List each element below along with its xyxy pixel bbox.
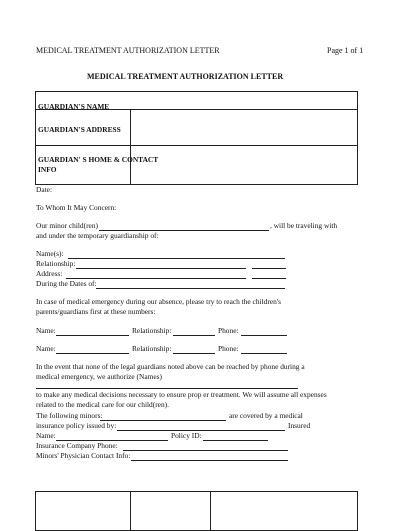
emergency-text-2: parents/guardians first at these numbers:: [36, 307, 156, 316]
physician-contact-label: Minors' Physician Contact Info:: [36, 451, 131, 460]
page-title: MEDICAL TREATMENT AUTHORIZATION LETTER: [87, 72, 284, 81]
guardianship-text: and under the temporary guardianship of:: [36, 231, 159, 240]
parent-1-name-line: [56, 335, 129, 336]
parent-1-phone-label: Phone:: [218, 326, 239, 335]
parent-2-phone-line: [241, 353, 287, 354]
event-text-1: In the event that none of the legal guardians noted above can be reached by phone during a: [36, 362, 305, 371]
insured-name-label: Name:: [36, 431, 56, 440]
insured-label: Insured: [288, 421, 311, 430]
guardian-name-label: GUARDIAN'S NAME: [38, 102, 110, 111]
address-line-2: [252, 278, 286, 279]
authorized-names-line: [36, 388, 298, 389]
parent-1-phone-line: [241, 335, 287, 336]
address-label: Address:: [36, 269, 63, 278]
document-header-title: MEDICAL TREATMENT AUTHORIZATION LETTER: [36, 46, 220, 55]
parent-1-relationship-line: [173, 335, 215, 336]
decisions-text-2: related to the medical care for our child(ren).: [36, 400, 169, 409]
page-number: Page 1 of 1: [327, 46, 364, 55]
dates-label: During the Dates of:: [36, 279, 97, 288]
covered-text: are covered by a medical: [229, 411, 303, 420]
policy-id-line: [203, 440, 268, 441]
parent-2-phone-label: Phone:: [218, 344, 239, 353]
event-text-2: medical emergency, we authorize (Names): [36, 372, 162, 381]
minor-children-label: Our minor child(ren): [36, 221, 98, 230]
insurance-phone-label: Insurance Company Phone:: [36, 441, 118, 450]
parent-2-relationship-line: [173, 353, 215, 354]
insurance-phone-line: [123, 450, 288, 451]
physician-contact-line: [131, 460, 288, 461]
relationship-label: Relationship:: [36, 259, 76, 268]
parent-2-name-line: [56, 353, 129, 354]
relationship-line-2: [252, 268, 286, 269]
names-line: [68, 258, 285, 259]
guardian-contact-label: GUARDIAN' S HOME & CONTACT: [38, 155, 159, 164]
greeting: To Whom It May Concern:: [36, 203, 117, 212]
policy-issued-label: insurance policy issued by:: [36, 421, 117, 430]
following-minors-line: [100, 420, 226, 421]
names-label: Name(s):: [36, 249, 64, 258]
parent-2-relationship-label: Relationship:: [132, 344, 172, 353]
relationship-line: [76, 268, 246, 269]
date-label: Date:: [36, 185, 53, 194]
dates-line: [96, 288, 285, 289]
traveling-with-text: , will be traveling with: [270, 221, 338, 230]
policy-id-label: Policy ID:: [171, 431, 202, 440]
decisions-text-1: to make any medical decisions necessary to ensure prop er treatment. We will assume all expenses: [36, 390, 327, 399]
following-minors-label: The following minors:: [36, 411, 103, 420]
parent-1-relationship-label: Relationship:: [132, 326, 172, 335]
guardian-contact-label-2: INFO: [38, 165, 57, 174]
parent-2-name-label: Name:: [36, 344, 56, 353]
emergency-text-1: In case of medical emergency during our absence, please try to reach the children's: [36, 297, 281, 306]
parent-1-name-label: Name:: [36, 326, 56, 335]
guardian-address-label: GUARDIAN'S ADDRESS: [38, 125, 121, 134]
